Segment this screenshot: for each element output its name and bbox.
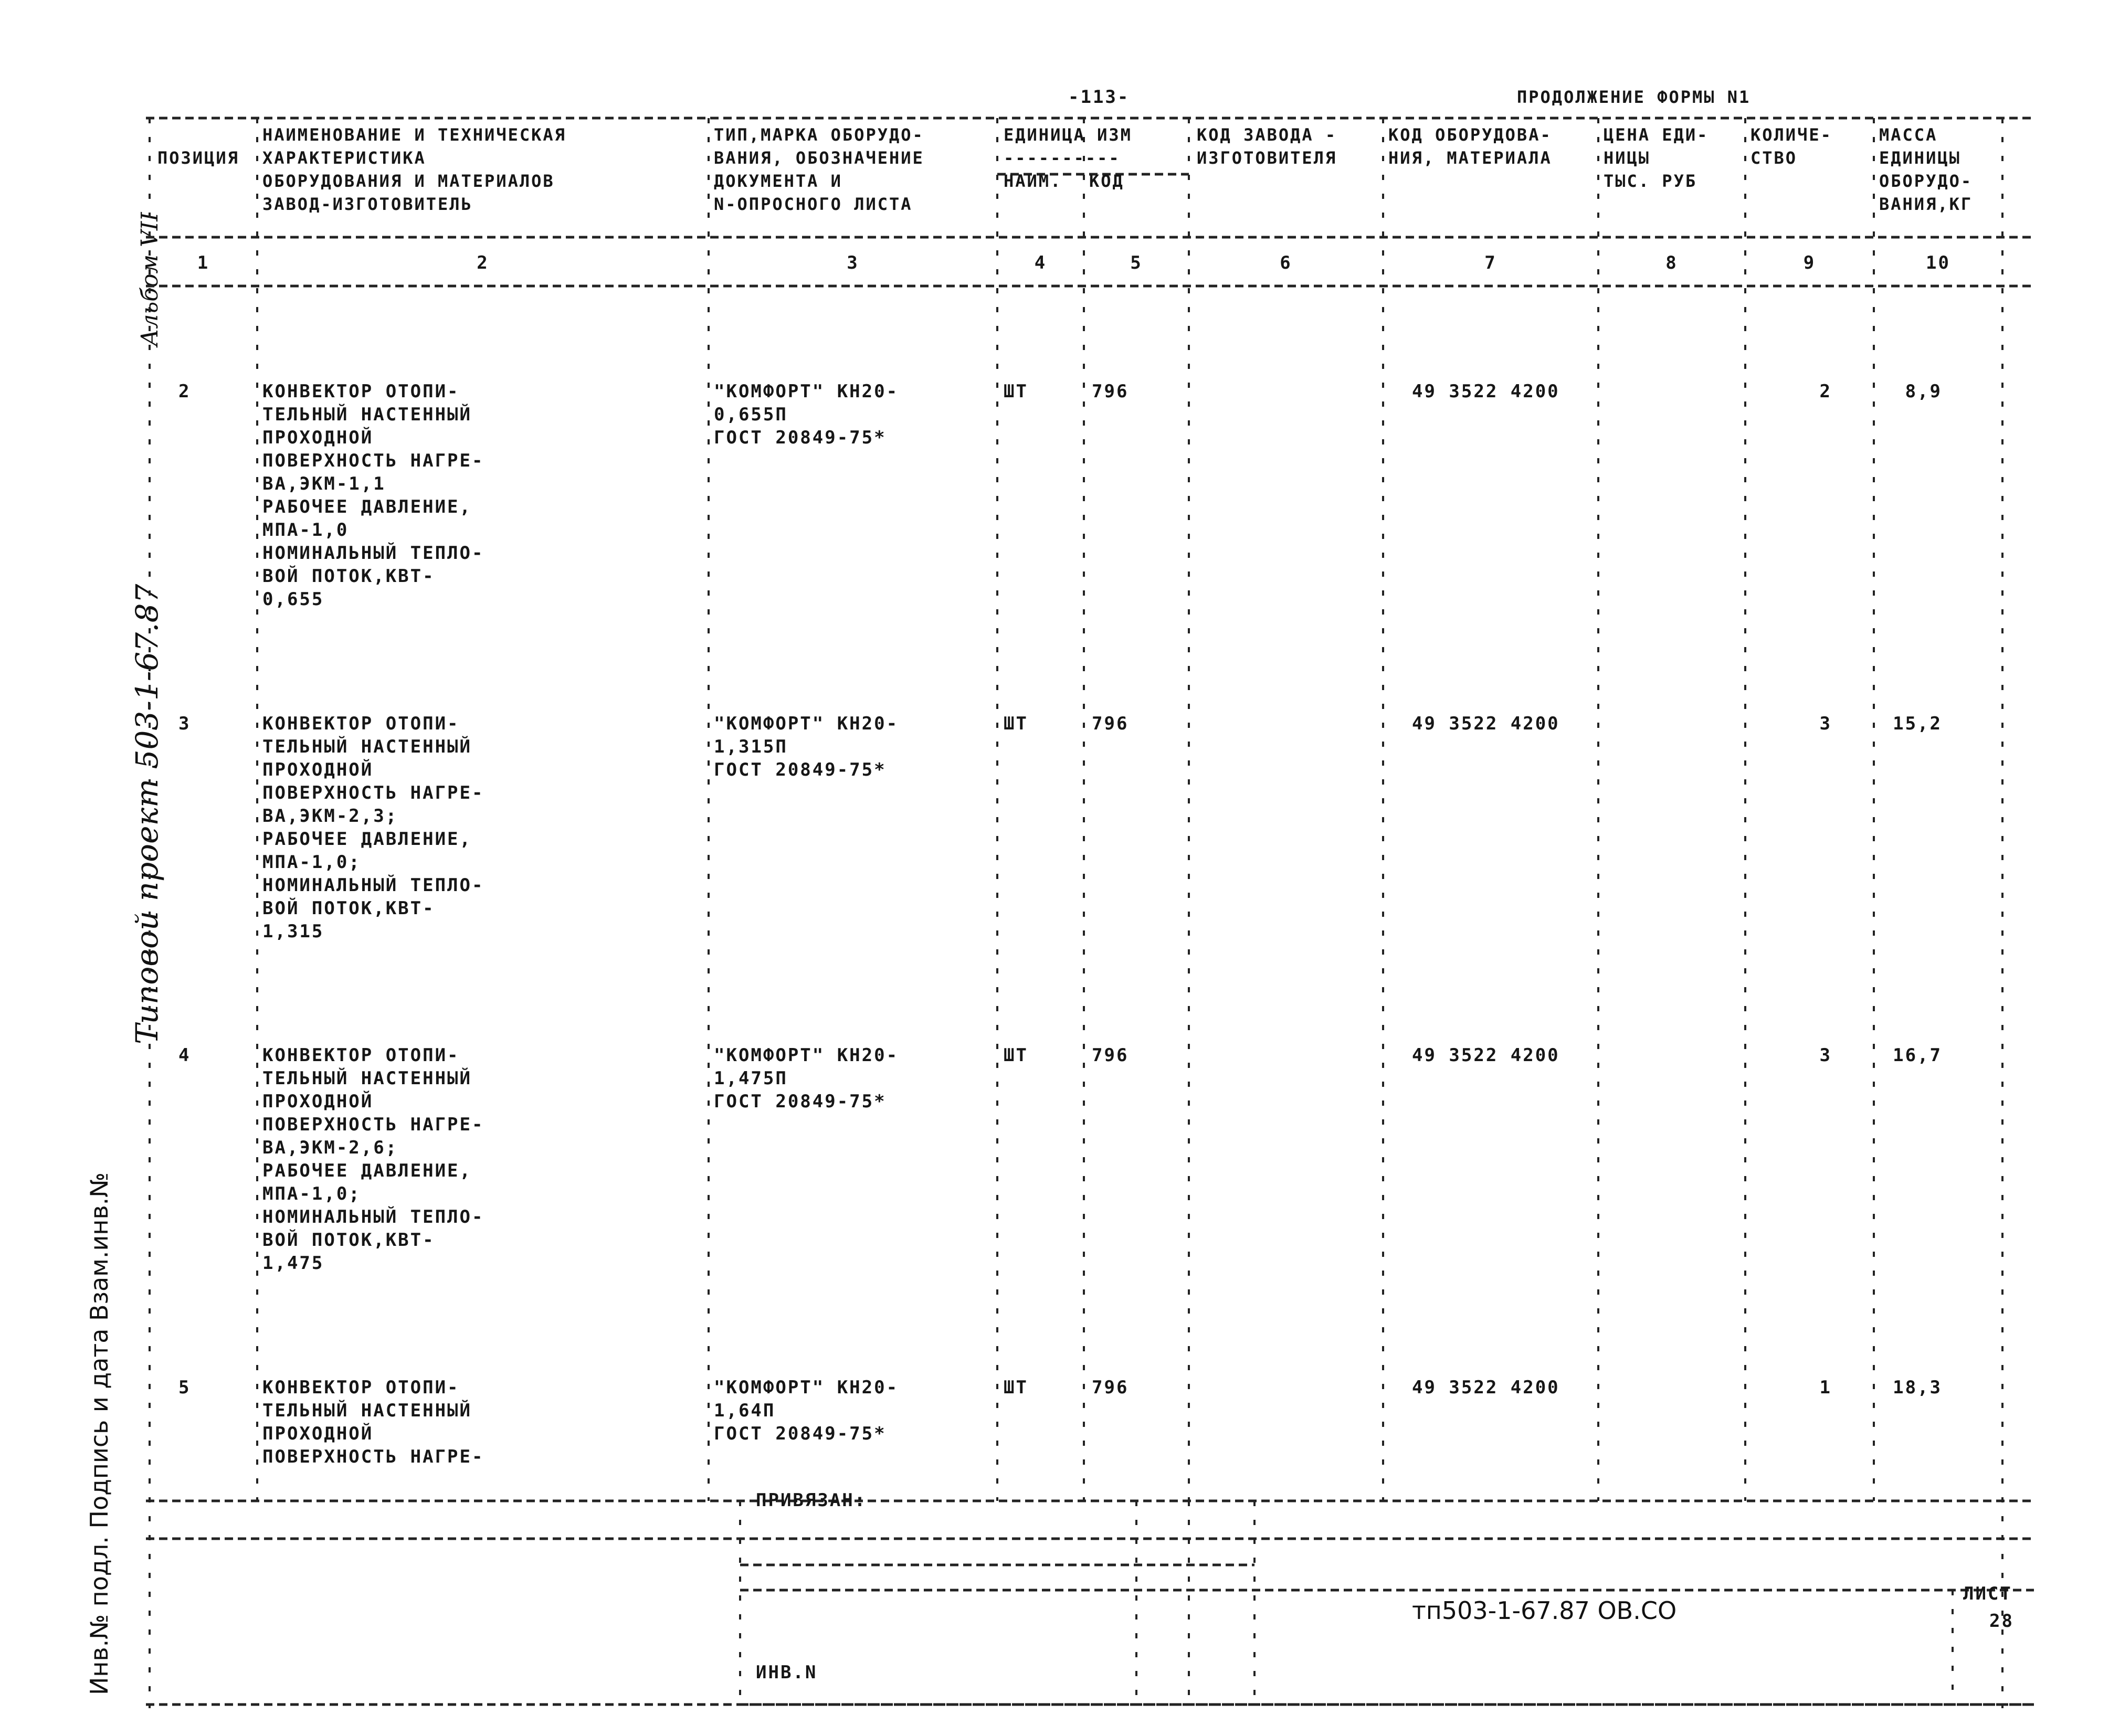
name-line: НОМИНАЛЬНЫЙ ТЕПЛО- <box>262 875 484 896</box>
type-mark-line: ГОСТ 20849-75* <box>714 759 887 780</box>
header-cell: НИЦЫ <box>1604 148 1651 168</box>
name-line: 0,655 <box>262 589 324 610</box>
type-mark-line: "КОМФОРТ" КН20- <box>714 1377 899 1398</box>
project-label: Типовой проект 503-1-67.87 <box>129 584 165 1044</box>
header-cell: КОЛИЧЕ- <box>1751 125 1832 145</box>
name-line: РАБОЧЕЕ ДАВЛЕНИЕ, <box>262 496 472 517</box>
name-line: 1,475 <box>262 1253 324 1274</box>
type-mark-line: ГОСТ 20849-75* <box>714 1091 887 1112</box>
header-cell: ---------- <box>1004 148 1121 168</box>
name-line: ТЕЛЬНЫЙ НАСТЕННЫЙ <box>262 1400 472 1421</box>
inv-label: ИНВ.N <box>756 1662 818 1683</box>
name-line: ВА,ЭКМ-2,6; <box>262 1137 398 1158</box>
quantity-cell: 2 <box>1819 381 1832 402</box>
mass-cell: 18,3 <box>1893 1377 1942 1398</box>
name-line: ПРОХОДНОЙ <box>262 1091 374 1112</box>
header-cell: НАИМЕНОВАНИЕ И ТЕХНИЧЕСКАЯ <box>262 125 566 145</box>
unit-name-cell: ШТ <box>1004 1377 1028 1398</box>
name-line: РАБОЧЕЕ ДАВЛЕНИЕ, <box>262 829 472 850</box>
mass-cell: 15,2 <box>1893 713 1942 734</box>
name-line: НОМИНАЛЬНЫЙ ТЕПЛО- <box>262 543 484 564</box>
unit-code-cell: 796 <box>1092 1377 1129 1398</box>
unit-name-cell: ШТ <box>1004 381 1028 402</box>
type-mark-line: 1,64П <box>714 1400 776 1421</box>
column-number: 3 <box>847 252 859 273</box>
quantity-cell: 3 <box>1819 1045 1832 1066</box>
column-number: 6 <box>1280 252 1292 273</box>
header-cell: ЗАВОД-ИЗГОТОВИТЕЛЬ <box>262 194 473 214</box>
name-line: МПА-1,0; <box>262 852 361 873</box>
header-cell: ВАНИЯ,КГ <box>1879 194 1973 214</box>
header-cell: ОБОРУДОВАНИЯ И МАТЕРИАЛОВ <box>262 171 555 191</box>
quantity-cell: 3 <box>1819 713 1832 734</box>
column-number: 2 <box>477 252 489 273</box>
position-cell: 4 <box>178 1045 191 1066</box>
type-mark-line: 1,315П <box>714 736 788 757</box>
header-cell: МАССА <box>1879 125 1938 145</box>
name-line: КОНВЕКТОР ОТОПИ- <box>262 713 460 734</box>
unit-code-cell: 796 <box>1092 713 1129 734</box>
table-row <box>178 713 1942 942</box>
header-cell: ЕДИНИЦА ИЗМ <box>1004 125 1132 145</box>
name-line: ПРОХОДНОЙ <box>262 759 374 780</box>
table-body <box>178 381 1942 1467</box>
table-row <box>178 1377 1942 1467</box>
type-mark-line: ГОСТ 20849-75* <box>714 1423 887 1444</box>
unit-code-cell: 796 <box>1092 1045 1129 1066</box>
table-row <box>178 381 1942 610</box>
continuation-title: ПРОДОЛЖЕНИЕ ФОРМЫ N1 <box>1517 87 1751 107</box>
type-mark-line: 0,655П <box>714 404 788 425</box>
header-cell: СТВО <box>1751 148 1798 168</box>
name-line: ВОЙ ПОТОК,КВТ- <box>262 566 435 587</box>
name-line: ВА,ЭКМ-1,1 <box>262 473 386 494</box>
equipment-code-cell: 49 3522 4200 <box>1412 1377 1560 1398</box>
type-mark-line: ГОСТ 20849-75* <box>714 427 887 448</box>
column-number: 1 <box>197 252 210 273</box>
header-cell: ОБОРУДО- <box>1879 171 1973 191</box>
header-cell: ДОКУМЕНТА И <box>714 171 842 191</box>
header-cell: ТЫС. РУБ <box>1604 171 1697 191</box>
name-line: КОНВЕКТОР ОТОПИ- <box>262 1045 460 1066</box>
table-row <box>178 1045 1942 1274</box>
name-line: КОНВЕКТОР ОТОПИ- <box>262 381 460 402</box>
mass-cell: 16,7 <box>1893 1045 1942 1066</box>
unit-name-cell: ШТ <box>1004 713 1028 734</box>
document-code: тп503-1-67.87 ОВ.СО <box>1412 1596 1677 1625</box>
header-cell: ВАНИЯ, ОБОЗНАЧЕНИЕ <box>714 148 924 168</box>
name-line: ВОЙ ПОТОК,КВТ- <box>262 1230 435 1251</box>
title-block <box>756 1490 2014 1683</box>
header-cell: НАИМ. <box>1004 171 1062 191</box>
header-cell: ЦЕНА ЕДИ- <box>1604 125 1709 145</box>
tied-label: ПРИВЯЗАН: <box>756 1490 867 1511</box>
name-line: ВА,ЭКМ-2,3; <box>262 806 398 827</box>
sheet-number: 28 <box>1989 1611 2014 1632</box>
header-cell: ИЗГОТОВИТЕЛЯ <box>1197 148 1337 168</box>
name-line: ПОВЕРХНОСТЬ НАГРЕ- <box>262 1446 484 1467</box>
type-mark-line: 1,475П <box>714 1068 788 1089</box>
header-cell: КОД <box>1089 171 1124 191</box>
name-line: ПРОХОДНОЙ <box>262 1423 374 1444</box>
name-line: РАБОЧЕЕ ДАВЛЕНИЕ, <box>262 1160 472 1181</box>
name-line: КОНВЕКТОР ОТОПИ- <box>262 1377 460 1398</box>
name-line: ПОВЕРХНОСТЬ НАГРЕ- <box>262 1114 484 1135</box>
page-number: -113- <box>1068 87 1130 108</box>
name-line: ТЕЛЬНЫЙ НАСТЕННЫЙ <box>262 1068 472 1089</box>
type-mark-line: "КОМФОРТ" КН20- <box>714 713 899 734</box>
name-line: МПА-1,0 <box>262 520 349 541</box>
album-label: Альбом VII <box>136 212 163 346</box>
header-cell: КОД ЗАВОДА - <box>1197 125 1337 145</box>
header-cell: ТИП,МАРКА ОБОРУДО- <box>714 125 924 145</box>
name-line: МПА-1,0; <box>262 1183 361 1204</box>
sheet-label: ЛИСТ <box>1963 1583 2012 1604</box>
type-mark-line: "КОМФОРТ" КН20- <box>714 381 899 402</box>
position-cell: 3 <box>178 713 191 734</box>
name-line: ВОЙ ПОТОК,КВТ- <box>262 898 435 919</box>
column-number: 7 <box>1484 252 1497 273</box>
column-number: 8 <box>1665 252 1678 273</box>
name-line: ТЕЛЬНЫЙ НАСТЕННЫЙ <box>262 404 472 425</box>
quantity-cell: 1 <box>1819 1377 1832 1398</box>
header-cell: ПОЗИЦИЯ <box>157 148 239 168</box>
unit-code-cell: 796 <box>1092 381 1129 402</box>
header-cell: ЕДИНИЦЫ <box>1879 148 1961 168</box>
header-cell: ХАРАКТЕРИСТИКА <box>262 148 426 168</box>
column-number: 5 <box>1130 252 1143 273</box>
table-header <box>157 125 1973 214</box>
name-line: ПРОХОДНОЙ <box>262 427 374 448</box>
column-number: 9 <box>1803 252 1816 273</box>
unit-name-cell: ШТ <box>1004 1045 1028 1066</box>
name-line: ПОВЕРХНОСТЬ НАГРЕ- <box>262 450 484 471</box>
name-line: ТЕЛЬНЫЙ НАСТЕННЫЙ <box>262 736 472 757</box>
position-cell: 5 <box>178 1377 191 1398</box>
header-cell: N-ОПРОСНОГО ЛИСТА <box>714 194 913 214</box>
mass-cell: 8,9 <box>1905 381 1942 402</box>
header-cell: НИЯ, МАТЕРИАЛА <box>1388 148 1552 168</box>
name-line: ПОВЕРХНОСТЬ НАГРЕ- <box>262 782 484 803</box>
name-line: 1,315 <box>262 921 324 942</box>
column-number: 4 <box>1034 252 1047 273</box>
equipment-code-cell: 49 3522 4200 <box>1412 381 1560 402</box>
type-mark-line: "КОМФОРТ" КН20- <box>714 1045 899 1066</box>
position-cell: 2 <box>178 381 191 402</box>
name-line: НОМИНАЛЬНЫЙ ТЕПЛО- <box>262 1206 484 1227</box>
equipment-code-cell: 49 3522 4200 <box>1412 713 1560 734</box>
side-labels <box>85 211 165 1695</box>
inventory-stamp: Инв.№ подл. Подпись и дата Взам.инв.№ <box>85 1172 113 1695</box>
column-number: 10 <box>1926 252 1950 273</box>
header-cell: КОД ОБОРУДОВА- <box>1388 125 1552 145</box>
equipment-code-cell: 49 3522 4200 <box>1412 1045 1560 1066</box>
column-number-row <box>197 252 1950 273</box>
